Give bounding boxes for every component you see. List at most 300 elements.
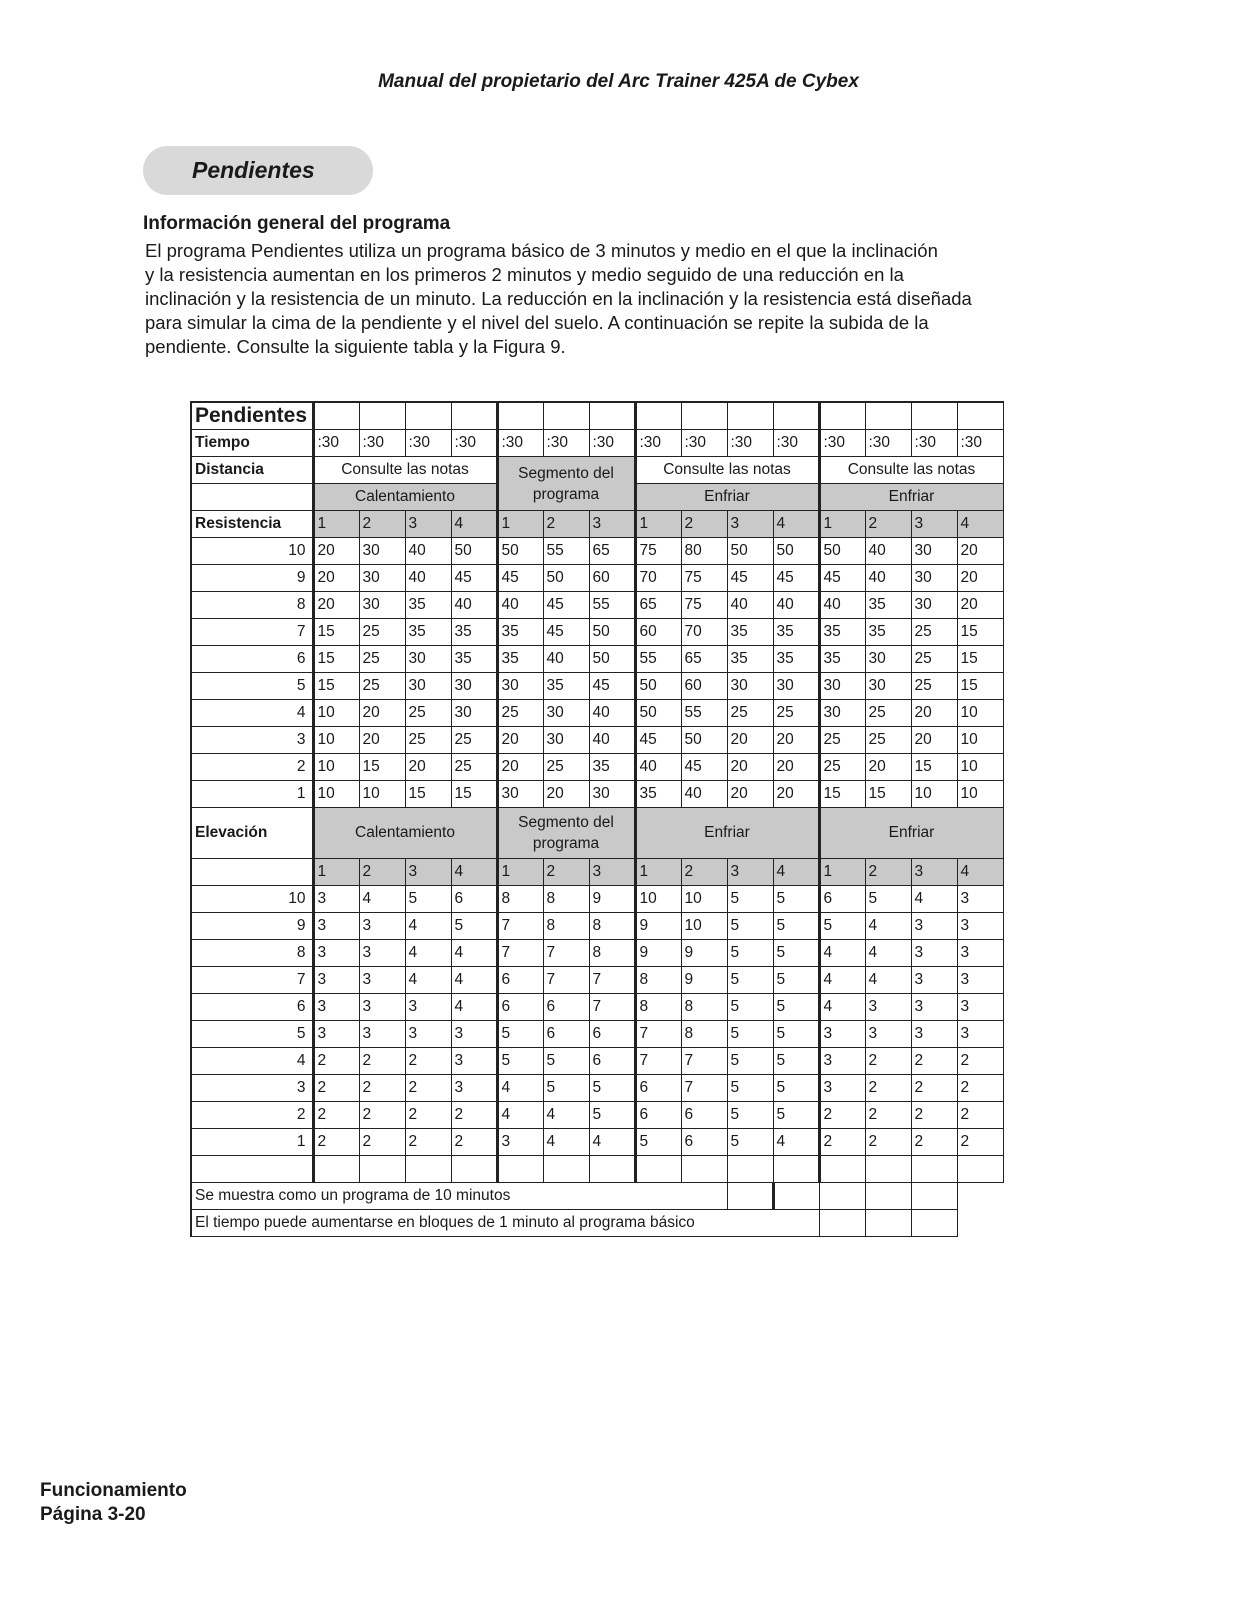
empty-cell	[313, 402, 359, 430]
elevation-value: 7	[635, 1048, 681, 1075]
resistance-value: 50	[497, 538, 543, 565]
level-label: 1	[191, 781, 313, 808]
elevation-value: 8	[497, 886, 543, 913]
resistance-value: 80	[681, 538, 727, 565]
table-row	[191, 457, 1003, 484]
elevation-value: 2	[865, 1075, 911, 1102]
elevation-value: 3	[957, 940, 1003, 967]
time-cell: :30	[911, 430, 957, 457]
resistance-value: 35	[405, 592, 451, 619]
time-cell: :30	[359, 430, 405, 457]
resistance-value: 20	[313, 538, 359, 565]
elevation-value: 9	[589, 886, 635, 913]
resistance-value: 50	[727, 538, 773, 565]
elevation-value: 7	[681, 1075, 727, 1102]
elevation-value: 8	[681, 994, 727, 1021]
resistance-value: 15	[313, 646, 359, 673]
resistance-value: 60	[589, 565, 635, 592]
segment-number: 2	[543, 511, 589, 538]
resistance-value: 45	[451, 565, 497, 592]
table-row	[191, 994, 1003, 1021]
resistance-value: 45	[681, 754, 727, 781]
resistance-value: 20	[773, 754, 819, 781]
elevation-value: 4	[819, 967, 865, 994]
resistance-value: 15	[313, 673, 359, 700]
empty-cell	[405, 1156, 451, 1183]
empty-cell	[681, 1156, 727, 1183]
resistance-value: 25	[911, 673, 957, 700]
resistance-value: 20	[497, 754, 543, 781]
elevation-value: 8	[543, 913, 589, 940]
elevation-value: 8	[635, 967, 681, 994]
elevation-value: 6	[451, 886, 497, 913]
elevation-value: 3	[405, 1021, 451, 1048]
segment-number: 1	[313, 859, 359, 886]
resistance-value: 25	[911, 646, 957, 673]
resistance-value: 35	[727, 646, 773, 673]
elevation-value: 4	[911, 886, 957, 913]
resistance-value: 30	[497, 781, 543, 808]
resistance-value: 25	[819, 727, 865, 754]
resistance-value: 15	[957, 646, 1003, 673]
resistance-value: 45	[543, 619, 589, 646]
empty-cell	[543, 402, 589, 430]
elevation-value: 5	[727, 994, 773, 1021]
elevation-value: 9	[681, 940, 727, 967]
distance-note: Consulte las notas	[313, 457, 497, 484]
info-line: para simular la cima de la pendiente y el nivel del suelo. A continuación se repite la subida de la	[145, 312, 929, 333]
resistance-value: 20	[957, 538, 1003, 565]
resistance-value: 30	[405, 673, 451, 700]
empty-cell	[773, 1183, 819, 1210]
elevation-value: 5	[773, 1048, 819, 1075]
table-note: El tiempo puede aumentarse en bloques de 1 minuto al programa básico	[191, 1210, 819, 1237]
table-row	[191, 1210, 1003, 1237]
elevation-value: 5	[727, 940, 773, 967]
resistance-value: 50	[773, 538, 819, 565]
segment-cooldown: Enfriar	[635, 484, 819, 511]
empty-cell	[405, 402, 451, 430]
table-row	[191, 565, 1003, 592]
level-label: 3	[191, 727, 313, 754]
footer-page-number: Página 3-20	[40, 1504, 146, 1525]
resistance-value: 50	[635, 700, 681, 727]
resistance-value: 10	[313, 781, 359, 808]
elevation-value: 6	[543, 994, 589, 1021]
table-row	[191, 1048, 1003, 1075]
elevation-value: 3	[405, 994, 451, 1021]
info-heading: Información general del programa	[143, 213, 451, 234]
elevation-value: 2	[405, 1075, 451, 1102]
resistance-value: 25	[543, 754, 589, 781]
time-cell: :30	[589, 430, 635, 457]
resistance-value: 30	[819, 673, 865, 700]
segment-number: 1	[313, 511, 359, 538]
table-row	[191, 1021, 1003, 1048]
resistance-value: 10	[957, 781, 1003, 808]
elevation-value: 10	[681, 913, 727, 940]
empty-cell	[911, 1156, 957, 1183]
resistance-value: 60	[681, 673, 727, 700]
resistance-value: 20	[773, 727, 819, 754]
resistance-value: 10	[911, 781, 957, 808]
resistance-value: 35	[773, 619, 819, 646]
empty-cell	[819, 402, 865, 430]
empty-cell	[543, 1156, 589, 1183]
elevation-value: 2	[313, 1129, 359, 1156]
distance-note: Consulte las notas	[635, 457, 819, 484]
elevation-value: 5	[773, 994, 819, 1021]
elevation-value: 5	[727, 1102, 773, 1129]
elevation-value: 7	[497, 940, 543, 967]
segment-number: 3	[727, 859, 773, 886]
elevation-value: 4	[865, 967, 911, 994]
elevation-value: 2	[865, 1048, 911, 1075]
elevation-value: 7	[635, 1021, 681, 1048]
level-label: 8	[191, 592, 313, 619]
time-cell: :30	[681, 430, 727, 457]
resistance-value: 30	[359, 538, 405, 565]
elevation-value: 3	[911, 1021, 957, 1048]
resistance-value: 15	[911, 754, 957, 781]
time-cell: :30	[727, 430, 773, 457]
empty-cell	[589, 402, 635, 430]
resistance-value: 30	[865, 673, 911, 700]
resistance-value: 65	[635, 592, 681, 619]
elevation-value: 7	[681, 1048, 727, 1075]
resistance-value: 15	[405, 781, 451, 808]
resistance-value: 10	[313, 754, 359, 781]
resistance-value: 30	[451, 700, 497, 727]
elevation-value: 7	[543, 967, 589, 994]
elevation-value: 4	[865, 913, 911, 940]
elevation-value: 2	[819, 1102, 865, 1129]
table-row	[191, 859, 1003, 886]
empty-cell	[819, 1210, 865, 1237]
elevation-value: 3	[313, 913, 359, 940]
elevation-value: 8	[681, 1021, 727, 1048]
info-line: y la resistencia aumentan en los primeros 2 minutos y medio seguido de una reducción en la	[145, 264, 904, 285]
resistance-value: 50	[543, 565, 589, 592]
elevation-value: 5	[543, 1048, 589, 1075]
elevation-value: 4	[497, 1102, 543, 1129]
elevation-value: 5	[497, 1021, 543, 1048]
segment-cooldown: Enfriar	[819, 808, 1003, 859]
resistance-value: 35	[635, 781, 681, 808]
resistance-value: 45	[589, 673, 635, 700]
elevation-value: 5	[773, 1075, 819, 1102]
resistance-value: 75	[681, 565, 727, 592]
elevation-value: 5	[497, 1048, 543, 1075]
level-label: 7	[191, 967, 313, 994]
level-label: 7	[191, 619, 313, 646]
time-cell: :30	[313, 430, 359, 457]
resistance-value: 20	[911, 700, 957, 727]
resistance-value: 40	[819, 592, 865, 619]
resistance-value: 35	[865, 592, 911, 619]
resistance-value: 20	[313, 565, 359, 592]
resistance-value: 20	[865, 754, 911, 781]
segment-number: 1	[497, 511, 543, 538]
elevation-value: 2	[359, 1048, 405, 1075]
page-footer	[40, 1479, 187, 1527]
segment-number: 2	[681, 511, 727, 538]
elevation-value: 5	[773, 1102, 819, 1129]
time-cell: :30	[405, 430, 451, 457]
resistance-value: 40	[589, 727, 635, 754]
resistance-value: 55	[681, 700, 727, 727]
elevation-value: 10	[681, 886, 727, 913]
elevation-value: 7	[497, 913, 543, 940]
table-row	[191, 511, 1003, 538]
elevation-value: 3	[359, 994, 405, 1021]
level-label: 4	[191, 700, 313, 727]
table-title: Pendientes	[191, 402, 313, 430]
empty-cell	[819, 1183, 865, 1210]
resistance-value: 40	[865, 538, 911, 565]
resistance-value: 30	[911, 592, 957, 619]
elevation-value: 5	[727, 913, 773, 940]
elevation-value: 5	[543, 1075, 589, 1102]
table-row	[191, 1075, 1003, 1102]
empty-cell	[313, 1156, 359, 1183]
segment-number: 3	[405, 511, 451, 538]
elevation-value: 9	[635, 940, 681, 967]
elevation-value: 2	[313, 1048, 359, 1075]
table-row	[191, 700, 1003, 727]
elevation-value: 3	[865, 994, 911, 1021]
resistance-value: 40	[497, 592, 543, 619]
resistance-value: 35	[865, 619, 911, 646]
resistance-value: 45	[635, 727, 681, 754]
resistance-value: 70	[681, 619, 727, 646]
elevation-value: 3	[957, 967, 1003, 994]
elevation-value: 3	[313, 1021, 359, 1048]
level-label: 9	[191, 565, 313, 592]
resistance-value: 25	[773, 700, 819, 727]
segment-number: 1	[497, 859, 543, 886]
elevation-value: 2	[911, 1048, 957, 1075]
resistance-value: 55	[635, 646, 681, 673]
resistance-value: 25	[359, 619, 405, 646]
resistance-value: 30	[359, 592, 405, 619]
level-label: 6	[191, 994, 313, 1021]
time-cell: :30	[451, 430, 497, 457]
elevation-value: 2	[359, 1102, 405, 1129]
table-row	[191, 592, 1003, 619]
elevation-value: 6	[589, 1048, 635, 1075]
elevation-value: 5	[727, 886, 773, 913]
resistance-value: 55	[589, 592, 635, 619]
empty-cell	[773, 402, 819, 430]
level-label: 4	[191, 1048, 313, 1075]
elevation-value: 3	[313, 967, 359, 994]
elevation-value: 2	[451, 1102, 497, 1129]
elevation-value: 2	[405, 1102, 451, 1129]
resistance-value: 20	[359, 700, 405, 727]
resistance-value: 25	[727, 700, 773, 727]
elevation-value: 5	[589, 1075, 635, 1102]
resistance-value: 35	[589, 754, 635, 781]
segment-number: 2	[865, 511, 911, 538]
resistance-value: 60	[635, 619, 681, 646]
resistance-value: 25	[819, 754, 865, 781]
elevation-value: 5	[773, 940, 819, 967]
elevation-value: 5	[865, 886, 911, 913]
segment-number: 1	[635, 859, 681, 886]
distance-note-segment: Segmento del programa	[497, 457, 635, 511]
empty-cell	[191, 859, 313, 886]
resistance-value: 25	[497, 700, 543, 727]
resistance-value: 40	[451, 592, 497, 619]
elevation-value: 6	[497, 967, 543, 994]
resistance-value: 40	[635, 754, 681, 781]
segment-cooldown: Enfriar	[635, 808, 819, 859]
elevation-value: 3	[819, 1075, 865, 1102]
elevation-value: 3	[313, 994, 359, 1021]
level-label: 2	[191, 754, 313, 781]
segment-number: 4	[451, 859, 497, 886]
resistance-value: 15	[957, 673, 1003, 700]
elevation-value: 6	[681, 1102, 727, 1129]
resistance-value: 30	[911, 538, 957, 565]
segment-warmup: Calentamiento	[313, 484, 497, 511]
resistance-value: 30	[589, 781, 635, 808]
elevation-value: 8	[635, 994, 681, 1021]
empty-cell	[635, 402, 681, 430]
elevation-value: 3	[313, 940, 359, 967]
resistance-value: 15	[957, 619, 1003, 646]
elevation-value: 6	[681, 1129, 727, 1156]
elevation-value: 2	[911, 1102, 957, 1129]
elevation-value: 4	[819, 994, 865, 1021]
elevation-value: 5	[773, 913, 819, 940]
empty-cell	[911, 1183, 957, 1210]
distance-label: Distancia	[191, 457, 313, 484]
resistance-value: 70	[635, 565, 681, 592]
elevation-value: 3	[911, 913, 957, 940]
resistance-value: 15	[819, 781, 865, 808]
elevation-value: 4	[773, 1129, 819, 1156]
elevation-value: 3	[451, 1021, 497, 1048]
resistance-value: 40	[405, 538, 451, 565]
resistance-value: 45	[773, 565, 819, 592]
elevation-value: 5	[819, 913, 865, 940]
elevation-value: 4	[451, 967, 497, 994]
resistance-value: 35	[819, 646, 865, 673]
elevation-value: 5	[727, 1075, 773, 1102]
elevation-value: 6	[635, 1102, 681, 1129]
empty-cell	[681, 402, 727, 430]
time-label: Tiempo	[191, 430, 313, 457]
resistance-value: 75	[681, 592, 727, 619]
empty-cell	[773, 1156, 819, 1183]
table-row	[191, 727, 1003, 754]
table-row	[191, 1156, 1003, 1183]
resistance-value: 20	[359, 727, 405, 754]
footer-section: Funcionamiento	[40, 1480, 187, 1501]
elevation-value: 2	[405, 1048, 451, 1075]
elevation-value: 3	[359, 913, 405, 940]
resistance-value: 35	[819, 619, 865, 646]
elevation-value: 2	[957, 1102, 1003, 1129]
resistance-value: 45	[543, 592, 589, 619]
resistance-value: 30	[497, 673, 543, 700]
info-paragraph	[145, 239, 1075, 359]
resistance-value: 30	[405, 646, 451, 673]
resistance-value: 35	[497, 619, 543, 646]
resistance-value: 30	[359, 565, 405, 592]
elevation-value: 9	[681, 967, 727, 994]
resistance-value: 50	[635, 673, 681, 700]
elevation-value: 3	[359, 940, 405, 967]
resistance-value: 50	[819, 538, 865, 565]
resistance-value: 40	[773, 592, 819, 619]
elevation-value: 4	[451, 994, 497, 1021]
elevation-value: 2	[865, 1102, 911, 1129]
time-cell: :30	[773, 430, 819, 457]
resistance-value: 45	[497, 565, 543, 592]
elevation-value: 2	[451, 1129, 497, 1156]
resistance-value: 35	[405, 619, 451, 646]
elevation-value: 4	[819, 940, 865, 967]
elevation-value: 4	[865, 940, 911, 967]
segment-number: 2	[359, 859, 405, 886]
elevation-value: 2	[359, 1075, 405, 1102]
elevation-value: 3	[313, 886, 359, 913]
resistance-value: 45	[819, 565, 865, 592]
elevation-value: 3	[819, 1048, 865, 1075]
elevation-value: 5	[773, 967, 819, 994]
table-row	[191, 781, 1003, 808]
elevation-value: 5	[405, 886, 451, 913]
segment-number: 2	[359, 511, 405, 538]
elevation-value: 5	[451, 913, 497, 940]
elevation-value: 3	[865, 1021, 911, 1048]
segment-number: 1	[819, 859, 865, 886]
elevation-value: 4	[589, 1129, 635, 1156]
resistance-value: 50	[589, 619, 635, 646]
empty-cell	[589, 1156, 635, 1183]
empty-cell	[865, 1156, 911, 1183]
resistance-value: 45	[727, 565, 773, 592]
empty-cell	[635, 1156, 681, 1183]
section-title-pill: Pendientes	[143, 146, 373, 195]
resistance-value: 35	[497, 646, 543, 673]
table-row	[191, 1183, 1003, 1210]
segment-number: 1	[819, 511, 865, 538]
program-table	[190, 401, 1004, 1237]
elevation-value: 10	[635, 886, 681, 913]
level-label: 9	[191, 913, 313, 940]
segment-number: 3	[405, 859, 451, 886]
empty-cell	[819, 1156, 865, 1183]
resistance-value: 65	[589, 538, 635, 565]
resistance-value: 40	[681, 781, 727, 808]
time-cell: :30	[497, 430, 543, 457]
table-row	[191, 402, 1003, 430]
level-label: 6	[191, 646, 313, 673]
program-table-container	[190, 401, 1004, 1237]
table-row	[191, 940, 1003, 967]
time-cell: :30	[543, 430, 589, 457]
resistance-value: 10	[957, 754, 1003, 781]
segment-number: 4	[773, 511, 819, 538]
resistance-value: 20	[313, 592, 359, 619]
resistance-value: 35	[451, 619, 497, 646]
resistance-value: 20	[957, 565, 1003, 592]
resistance-value: 25	[405, 700, 451, 727]
